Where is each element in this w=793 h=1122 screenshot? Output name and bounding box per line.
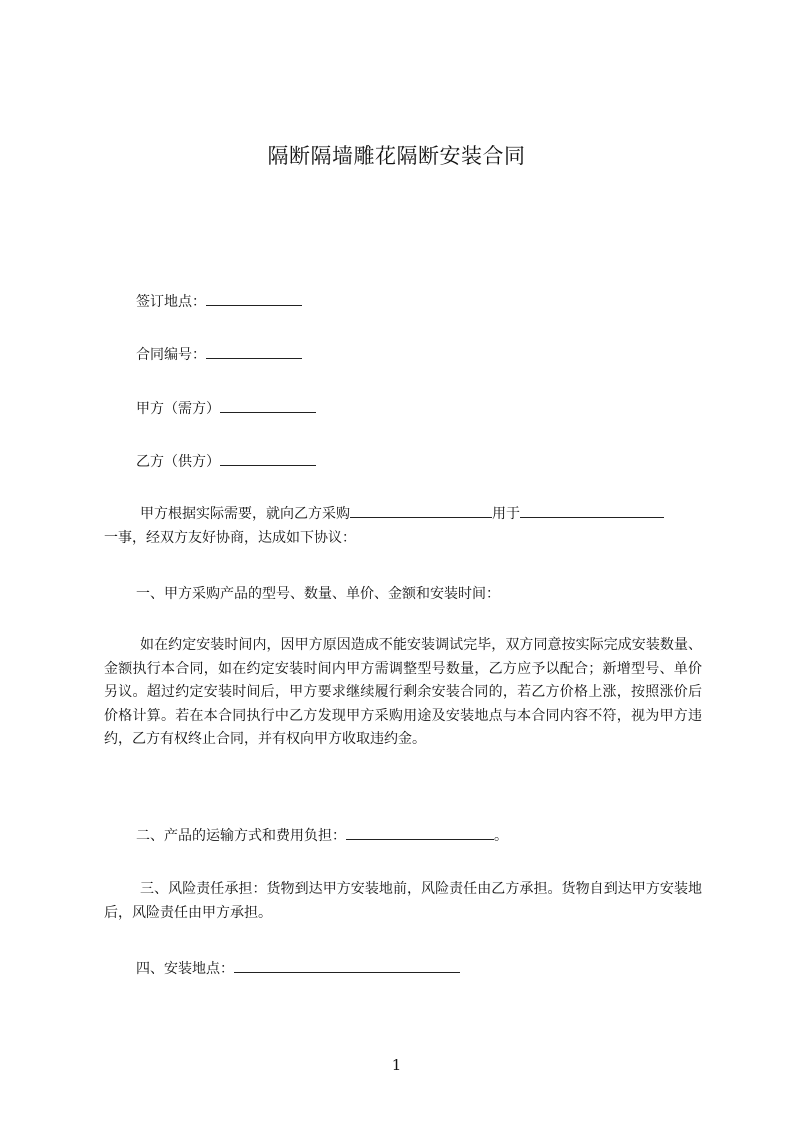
transport-blank (346, 825, 494, 840)
purpose-blank (520, 503, 664, 518)
install-place-blank (234, 958, 460, 973)
contract-no-label: 合同编号： (136, 347, 206, 363)
contract-no-line (136, 344, 302, 365)
purchase-item-blank (350, 503, 492, 518)
clause-1-heading: 一、甲方采购产品的型号、数量、单价、金额和安装时间： (136, 586, 500, 602)
contract-no-blank (206, 344, 302, 359)
party-a-blank (220, 398, 316, 413)
party-a-label: 甲方（需方） (136, 401, 220, 417)
clause-4-label: 四、安装地点： (136, 961, 234, 977)
party-b-label: 乙方（供方） (136, 454, 220, 470)
clause-1-text: 如在约定安装时间内，因甲方原因造成不能安装调试完毕，双方同意按实际完成安装数量、金额执行本合同，如在约定安装时间内甲方需调整型号数量，乙方应予以配合；新增型号、单价另议。超过约定安装时间后，甲方要求继续履行剩余安装合同的，若乙方价格上涨，按照涨价后价格计算。若在本合同执行中乙方发现甲方采购用途及安装地点与本合同内容不符，视为甲方违约，乙方有权终止合同，并有权向甲方收取违约金。 (104, 637, 702, 747)
party-b-line (136, 451, 316, 472)
clause-2-line (136, 825, 508, 846)
page-number: 1 (391, 1056, 402, 1074)
intro-paragraph (104, 503, 702, 550)
intro-text-2: 用于 (492, 506, 520, 522)
intro-text-1: 甲方根据实际需要，就向乙方采购 (140, 506, 350, 522)
document-title: 隔断隔墙雕花隔断安装合同 (267, 144, 526, 168)
party-b-blank (220, 451, 316, 466)
sign-place-label: 签订地点： (136, 294, 206, 310)
clause-3-text: 三、风险责任承担：货物到达甲方安装地前，风险责任由乙方承担。货物自到达甲方安装地后，风险责任由甲方承担。 (104, 881, 702, 921)
clause-2-end: 。 (494, 828, 508, 844)
sign-place-blank (206, 291, 302, 306)
sign-place-line (136, 291, 302, 312)
party-a-line (136, 398, 316, 419)
clause-1-body (104, 634, 702, 752)
clause-3-body (104, 878, 702, 925)
intro-text-3: 一事，经双方友好协商，达成如下协议： (104, 529, 356, 546)
clause-4-line (136, 958, 460, 979)
clause-2-label: 二、产品的运输方式和费用负担： (136, 828, 346, 844)
